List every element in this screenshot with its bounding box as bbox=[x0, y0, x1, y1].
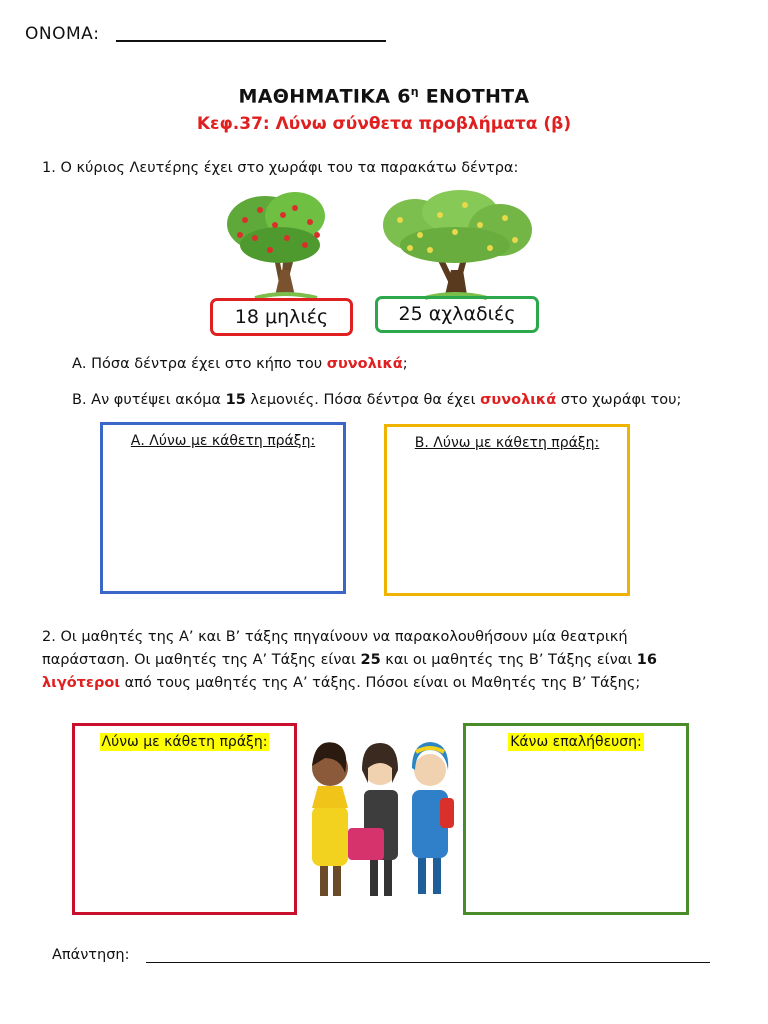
solve-box-title: Λύνω με κάθετη πράξη: bbox=[101, 734, 268, 750]
page-title: ΜΑΘΗΜΑΤΙΚΑ $6^\eta$ ΕΝΟΤΗΤΑ bbox=[238, 85, 530, 108]
apple-tree-count-label: 18 μηλιές bbox=[210, 298, 353, 336]
answer-label: Απάντηση: bbox=[52, 947, 130, 963]
name-blank-line[interactable] bbox=[116, 40, 386, 42]
answer-box-b-title: Β. Λύνω με κάθετη πράξη: bbox=[414, 435, 600, 451]
question-1a: Α. Πόσα δέντρα έχει στο κήπο του συνολικά; bbox=[72, 356, 408, 372]
apple-tree-icon bbox=[227, 192, 325, 298]
answer-box-a[interactable] bbox=[100, 422, 346, 594]
name-label: ΟΝΟΜΑ: bbox=[25, 24, 100, 44]
solve-box[interactable] bbox=[72, 723, 297, 915]
pear-tree-count-label: 25 αχλαδιές bbox=[375, 296, 539, 333]
verification-box-title: Κάνω επαλήθευση: bbox=[510, 734, 642, 750]
pear-tree-icon bbox=[383, 190, 532, 298]
children-walking-illustration bbox=[300, 728, 465, 908]
question-2-text: 2. Οι μαθητές της Α’ και Β’ τάξης πηγαίνουν να παρακολουθήσουν μία θεατρική παράσταση. Οι μαθητές της Α’ Τάξης είναι 25 και οι μαθητές της Β’ Τάξης είναι 16 λιγότεροι από τους μαθητές της Α’ τάξης. Πόσοι είναι οι Μαθητές της Β’ Τάξης; bbox=[42, 629, 657, 691]
question-1-text: 1. Ο κύριος Λευτέρης έχει στο χωράφι του τα παρακάτω δέντρα: bbox=[42, 160, 519, 176]
answer-blank-line[interactable] bbox=[146, 962, 710, 963]
answer-box-b[interactable] bbox=[384, 424, 630, 596]
question-1b: Β. Αν φυτέψει ακόμα 15 λεμονιές. Πόσα δέντρα θα έχει συνολικά στο χωράφι του; bbox=[72, 392, 682, 408]
verification-box[interactable] bbox=[463, 723, 689, 915]
answer-box-a-title: Α. Λύνω με κάθετη πράξη: bbox=[130, 433, 316, 449]
page-subtitle: Κεφ.37: Λύνω σύνθετα προβλήματα (β) bbox=[196, 114, 572, 134]
